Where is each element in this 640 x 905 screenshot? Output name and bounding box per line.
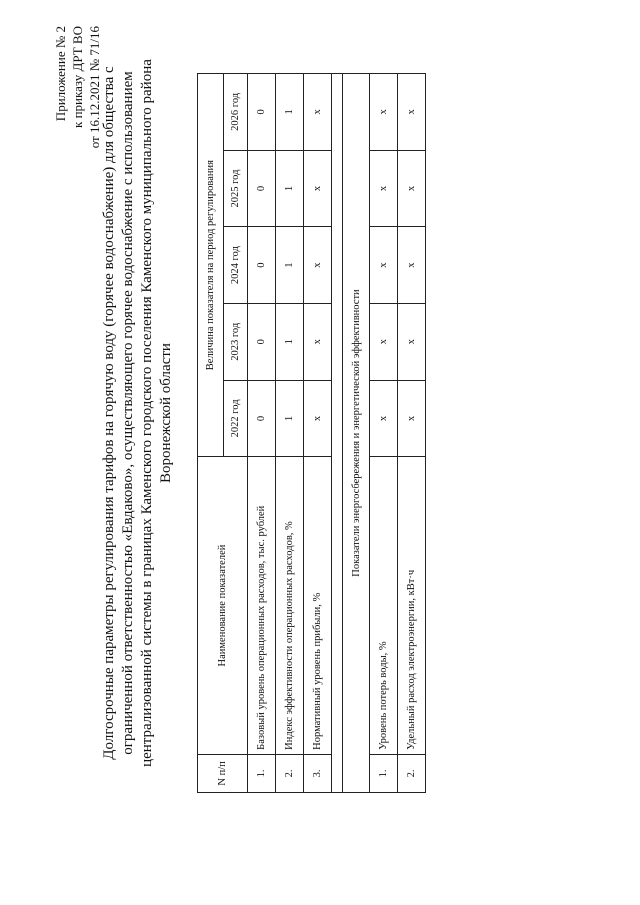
table-row: [398, 74, 426, 793]
col-header-name: Наименование показателей: [198, 457, 248, 755]
value-cell: х: [304, 303, 332, 380]
table-row: [248, 74, 276, 793]
value-cell: 1: [276, 303, 304, 380]
value-cell: х: [304, 150, 332, 227]
title-line-2: ограниченной ответственностью «Евдаково», осуществляющего горячее водоснабжение с использованием: [120, 71, 136, 755]
section-label: Показатели энергосбережения и энергетической эффективности: [343, 74, 370, 793]
row-number: 1.: [248, 754, 276, 792]
col-header-year: 2022 год: [224, 380, 248, 457]
value-cell: 0: [248, 380, 276, 457]
value-cell: х: [304, 380, 332, 457]
value-cell: х: [398, 150, 426, 227]
spacer-row: [332, 74, 343, 793]
col-header-year: 2023 год: [224, 303, 248, 380]
row-number: 2.: [276, 754, 304, 792]
value-cell: х: [304, 227, 332, 304]
row-name: Удельный расход электроэнергии, кВт·ч: [398, 457, 426, 755]
col-header-year: 2026 год: [224, 74, 248, 151]
appendix-header: [52, 26, 103, 148]
col-header-num: N п/п: [198, 754, 248, 792]
row-name: Базовый уровень операционных расходов, тыс. рублей: [248, 457, 276, 755]
value-cell: 1: [276, 150, 304, 227]
section-header-row: [343, 74, 370, 793]
value-cell: х: [398, 227, 426, 304]
value-cell: х: [304, 74, 332, 151]
table-row: [370, 74, 398, 793]
value-cell: 0: [248, 303, 276, 380]
value-cell: х: [370, 150, 398, 227]
table-row: [276, 74, 304, 793]
value-cell: х: [370, 74, 398, 151]
row-number: 1.: [370, 754, 398, 792]
appendix-line-3: от 16.12.2021 № 71/16: [87, 26, 102, 149]
col-header-year: 2024 год: [224, 227, 248, 304]
col-header-group: Величина показателя на период регулирования: [198, 74, 224, 457]
row-name: Нормативный уровень прибыли, %: [304, 457, 332, 755]
row-name: Уровень потерь воды, %: [370, 457, 398, 755]
value-cell: 0: [248, 227, 276, 304]
value-cell: х: [398, 74, 426, 151]
document-title: [100, 43, 176, 783]
value-cell: х: [370, 227, 398, 304]
appendix-line-1: Приложение № 2: [53, 26, 68, 122]
row-name: Индекс эффективности операционных расходов, %: [276, 457, 304, 755]
row-number: 3.: [304, 754, 332, 792]
value-cell: х: [398, 380, 426, 457]
appendix-line-2: к приказу ДРТ ВО: [70, 26, 85, 128]
col-header-year: 2025 год: [224, 150, 248, 227]
parameters-table: [197, 73, 426, 793]
title-line-4: Воронежской области: [158, 343, 174, 483]
value-cell: 0: [248, 74, 276, 151]
table-row: [304, 74, 332, 793]
title-line-1: Долгосрочные параметры регулирования тарифов на горячую воду (горячее водоснабжение) для общества с: [101, 66, 117, 760]
value-cell: х: [398, 303, 426, 380]
value-cell: 1: [276, 227, 304, 304]
value-cell: 0: [248, 150, 276, 227]
row-number: 2.: [398, 754, 426, 792]
value-cell: 1: [276, 380, 304, 457]
value-cell: х: [370, 303, 398, 380]
value-cell: 1: [276, 74, 304, 151]
title-line-3: централизованной системы в границах Каменского городского поселения Каменского муниципального района: [139, 59, 155, 767]
value-cell: х: [370, 380, 398, 457]
